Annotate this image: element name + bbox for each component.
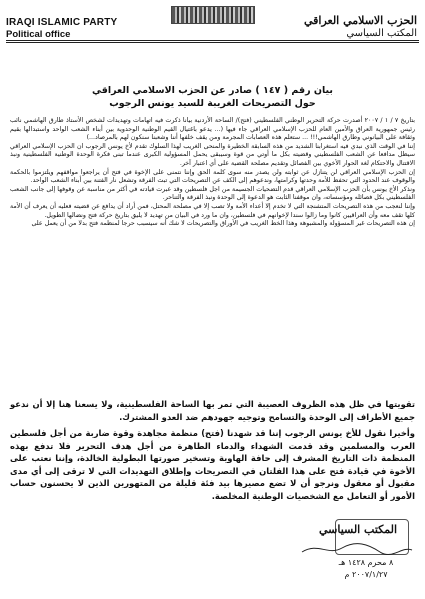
header-divider bbox=[6, 40, 419, 41]
office-name-en: Political office bbox=[6, 29, 71, 40]
closing-paragraph: وأخيرا نقول للأخ يونس الرجوب إننا قد شهدنا (فتح) منظمة مجاهدة وقوة ضاربة من أجل فلسطين العرب والمسلمين وقد قدمت الشهداء والدماء الطاهرة من أجل هدف التحرير فلا تدفع بهذه المنظمة ذات التاريخ المشرف إلى حافة الهاوية وتسخير صورتها البطولية الخالدة، وإننا نعتب على الأخوة في قيادة فتح على هذا الفلتان في التصريحات وإطلاق التهديدات التي لا ترقى إلى أي مدى مقبول أو معقول ونرجو أن لا تضع مصيرها بيد فئة قليلة من المتهورين الذين لا يحسنون حساب الأمور أو التعامل مع الشخصيات الوطنية المخلصة. bbox=[10, 428, 415, 501]
statement-title bbox=[20, 84, 405, 110]
title-line-2: حول التصريحات الغريبة للسيد يونس الرجوب bbox=[109, 98, 316, 109]
party-name-en: IRAQI ISLAMIC PARTY bbox=[6, 17, 118, 28]
body-paragraph: إننا في الوقت الذي نبدي فيه استغرابنا الشديد من هذه السابقة الخطيرة والمنحى الغريب لهذا السلوك تقدم لأخ يونس الرجوب ان الحزب الإسلامي العراقي سيظل مدافعا عن الشعب الفلسطيني وقضيته بكل ما أوتي من قوة وسيبقى يحمل المسؤولية الكبرى عندما تبنى فكرة الوحدة الوطنية الفلسطينية ونبذ الاقتتال والاحتكام لغة الحوار الأخوي بين الفصائل وتقديم مصلحة القضية على أي اعتبار آخر. bbox=[10, 142, 415, 167]
body-paragraph: إن هذه التصريحات غير المسؤولة والمشبوهة وهذا الخط الغريب في الأوراق والتصريحات لا شك أنه سيسبب حرجا لمنظمة فتح بدلا من أن يعمل على bbox=[31, 220, 415, 228]
title-line-1: بيان رقم ( ١٤٧ ) صادر عن الحزب الاسلامي العراقي bbox=[92, 85, 333, 96]
party-logo bbox=[171, 6, 255, 24]
body-paragraph: إن الحزب الإسلامي العراقي لن يتنازل عن ثوابته ولن يصدر منه سوى كلمة الحق وإننا نتمنى على الإخوة في فتح أن يراجعوا مواقفهم ويلتزموا بالحكمة والوقوف عند الحدود التي تحفظ للأمة وحدتها وكرامتها، وندعوهم إلى الكف عن التصريحات التي تبث الفرقة وتشعل نار الفتنة بين أبناء الشعب الواحد. bbox=[10, 168, 415, 185]
header-divider-2 bbox=[6, 42, 419, 43]
letterhead-english bbox=[6, 17, 117, 40]
statement-body bbox=[10, 117, 415, 229]
letterhead bbox=[0, 0, 425, 42]
signature-office: المكتب السياسي bbox=[318, 523, 398, 536]
body-paragraph: وإننا لنعجب من هذه التصريحات المتشنجة التي لا تخدم إلا أعداء الأمة ولا تصب إلا في مصلحة المحتل، فمن أراد أن يدافع عن قضيته فعليه أن يعرف أن الأمة كلها تقف معه وأن العراقيين كانوا وما زالوا سندا لإخوانهم في فلسطين، وان ما ورد في البيان من تهديد لا يليق بتاريخ حركة فتح ونضالها الطويل. bbox=[10, 202, 415, 219]
body-paragraph: ونذكر الأخ يونس بأن الحزب الإسلامي العراقي قدم التضحيات الجسيمة من اجل فلسطين وقد عبرت قيادته في أكثر من مناسبة عن وقوفها إلى جانب الشعب الفلسطيني بكل فصائله ومؤسساته، وان موقفنا الثابت هو الدعوة إلى الوحدة ونبذ الفرقة والتناحر. bbox=[10, 185, 415, 202]
statement-closing bbox=[10, 398, 415, 506]
party-name-ar: الحزب الاسلامي العراقي bbox=[303, 14, 417, 27]
body-paragraph: بتاريخ ٧ / ١ / ٢٠٠٧ أصدرت حركة التحرير الوطني الفلسطيني (فتح)/ الساحة الأردنية بيانا ذكرت فيه اتهامات وتهديدات لشخص الأستاذ طارق الهاشمي نائب رئيس جمهورية العراق والأمين العام للحزب الإسلامي العراقي جاء فيها (... يدعو باغتيال القيم الوطنية الوحدوية بين أبناء الشعب الواحد واستبدالها بقيم وثقافة على البيانوني وطارق الهاشمي!!! ... ستعلم هذه العصابات المجرمة ومن يقف خلفها أننا وشعبنا سنكون لهم بالمرصاد...) bbox=[10, 117, 415, 142]
letterhead-arabic bbox=[304, 14, 417, 39]
date-hijri: ٨ محرم ١٤٢٨ هـ bbox=[338, 558, 394, 567]
handwritten-signature bbox=[298, 540, 416, 558]
date-gregorian: ٢٠٠٧/١/٢٧ م bbox=[344, 570, 388, 579]
office-name-ar: المكتب السياسي bbox=[346, 28, 417, 39]
closing-paragraph: تقويتها في ظل هذه الظروف العصيبة التي تمر بها الساحة الفلسطينية، ولا يسعنا هنا إلا أن ندعو جميع الأطراف إلى الوحدة والتسامح وتوجيه جهودهم ضد العدو المشترك. bbox=[10, 399, 415, 422]
